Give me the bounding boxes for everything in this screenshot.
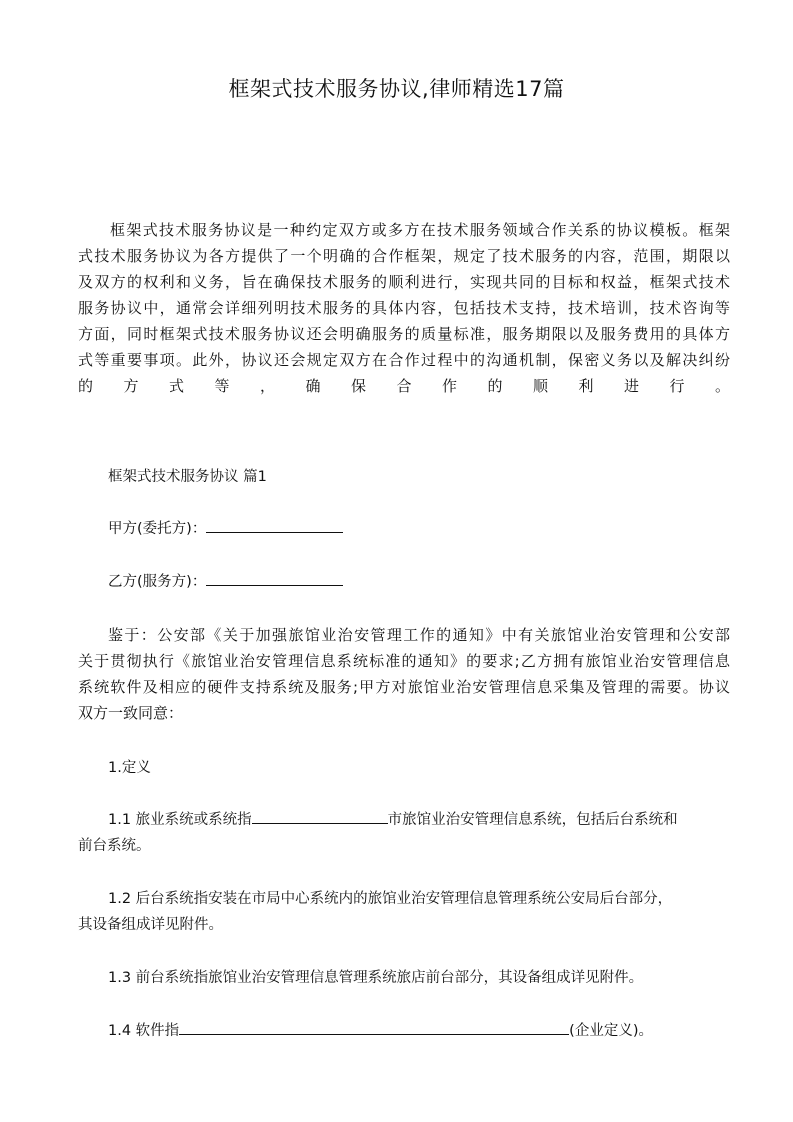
section-heading: 框架式技术服务协议 篇1 xyxy=(108,469,267,485)
clause-1-4-line xyxy=(108,1019,653,1040)
clause-1-1-prefix: 1.1 旅业系统或系统指 xyxy=(108,812,252,828)
clause-1-1-blank[interactable] xyxy=(252,811,388,824)
document-title: 框架式技术服务协议,律师精选17篇 xyxy=(228,77,565,101)
clause-1-1-line xyxy=(108,808,678,829)
party-a-label: 甲方(委托方)： xyxy=(108,521,207,537)
party-b-label: 乙方(服务方)： xyxy=(108,574,207,590)
clause-1-2-line: 1.2 后台系统指安装在市局中心系统内的旅馆业治安管理信息管理系统公安局后台部分， xyxy=(108,891,673,907)
intro-line: 框架式技术服务协议是一种约定双方或多方在技术服务领域合作关系的协议模板。框架 xyxy=(110,221,730,239)
clause-1-4-suffix: (企业定义)。 xyxy=(569,1023,653,1039)
whereas-line: 关于贯彻执行《旅馆业治安管理信息系统标准的通知》的要求;乙方拥有旅馆业治安管理信息 xyxy=(78,652,730,670)
intro-line: 及双方的权利和义务，旨在确保技术服务的顺利进行，实现共同的目标和权益，框架式技术 xyxy=(78,273,730,291)
clause-1-4-blank[interactable] xyxy=(179,1022,569,1035)
clause-1-2-continuation: 其设备组成详见附件。 xyxy=(78,917,223,933)
intro-line: 式等重要事项。此外，协议还会规定双方在合作过程中的沟通机制，保密义务以及解决纠纷 xyxy=(78,351,730,369)
whereas-line: 双方一致同意： xyxy=(78,704,184,722)
clause-1-4-prefix: 1.4 软件指 xyxy=(108,1023,180,1039)
clause-1-heading: 1.定义 xyxy=(108,760,151,776)
intro-line: 方面，同时框架式技术服务协议还会明确服务的质量标准，服务期限以及服务费用的具体方 xyxy=(78,325,730,343)
intro-line: 式技术服务协议为各方提供了一个明确的合作框架，规定了技术服务的内容，范围，期限以 xyxy=(78,247,730,265)
party-a-blank[interactable] xyxy=(206,520,343,533)
whereas-paragraph xyxy=(78,622,730,726)
party-a-line xyxy=(108,517,343,538)
whereas-line: 系统软件及相应的硬件支持系统及服务;甲方对旅馆业治安管理信息采集及管理的需要。协议 xyxy=(78,678,730,696)
intro-line: 服务协议中，通常会详细列明技术服务的具体内容，包括技术支持，技术培训，技术咨询等 xyxy=(78,299,730,317)
party-b-blank[interactable] xyxy=(206,573,343,586)
clause-1-3-line: 1.3 前台系统指旅馆业治安管理信息管理系统旅店前台部分，其设备组成详见附件。 xyxy=(108,970,644,986)
intro-paragraph xyxy=(78,217,730,399)
clause-1-1-continuation: 前台系统。 xyxy=(78,838,151,854)
clause-1-1-suffix: 市旅馆业治安管理信息系统，包括后台系统和 xyxy=(387,812,678,828)
intro-line: 的方式等，确保合作的顺利进行。 xyxy=(78,377,730,395)
party-b-line xyxy=(108,570,343,591)
whereas-line: 鉴于：公安部《关于加强旅馆业治安管理工作的通知》中有关旅馆业治安管理和公安部 xyxy=(108,626,730,644)
